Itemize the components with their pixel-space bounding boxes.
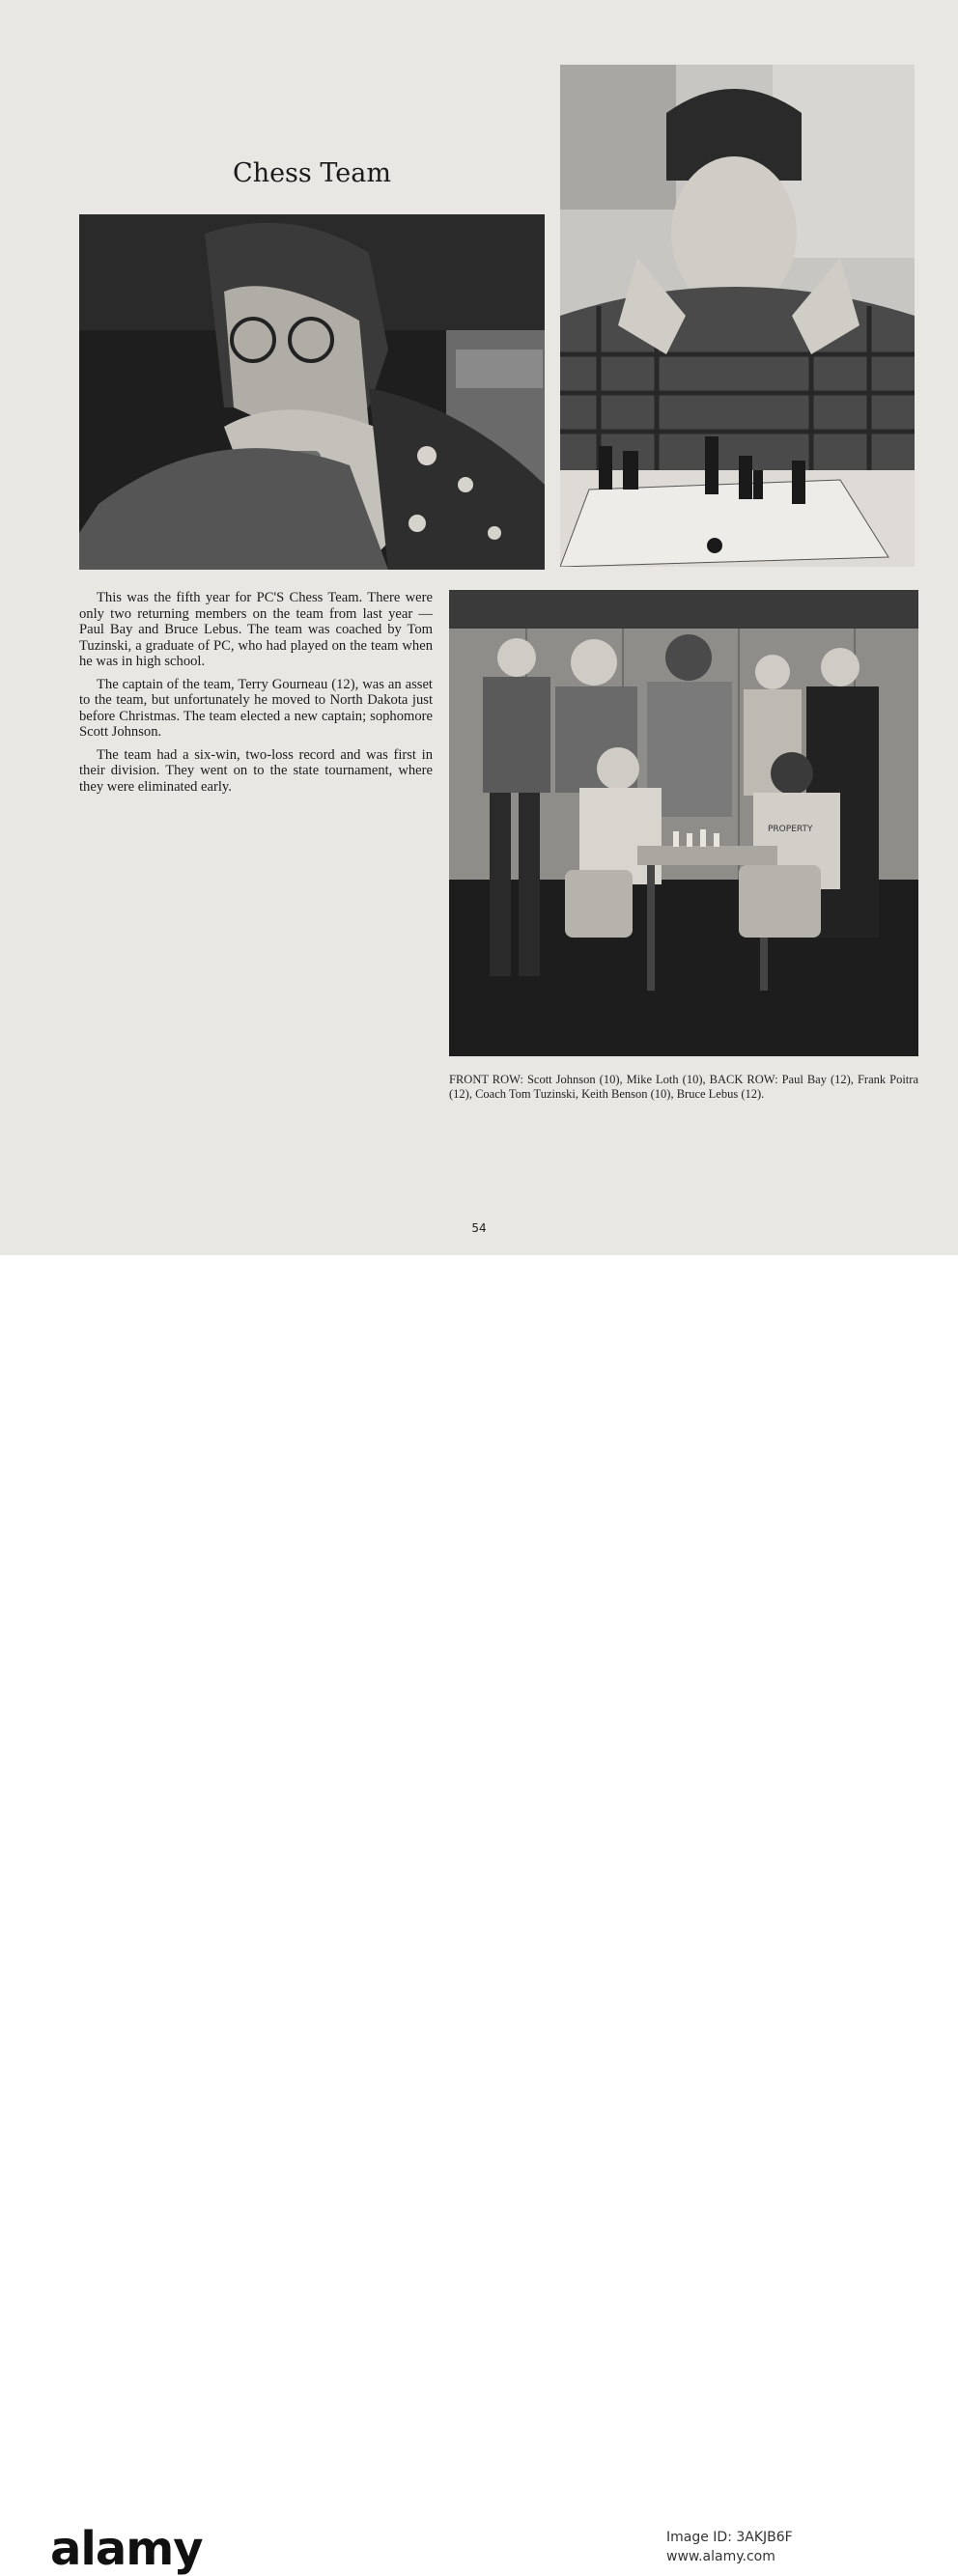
yearbook-page (0, 0, 958, 1255)
article-paragraph: The team had a six-win, two-loss record and was first in their division. They went on to the state tournament, where they were eliminated early. (79, 746, 433, 795)
watermark-footer (0, 1255, 958, 2576)
photo-player-chessboard (560, 65, 915, 567)
page-number: 54 (471, 1221, 487, 1235)
article-body (79, 590, 433, 801)
image-info (666, 2528, 908, 2566)
photo-team-group (449, 590, 918, 1056)
article-paragraph: This was the fifth year for PC'S Chess Team. There were only two returning members on the team from last year — Paul Bay and Bruce Lebus. The team was coached by Tom Tuzinski, a graduate of PC, who had played on the team when he was in high school. (79, 590, 433, 669)
article-paragraph: The captain of the team, Terry Gourneau (12), was an asset to the team, but unfortunately he moved to North Dakota just before Christmas. The team elected a new captain; sophomore Scott Johnson. (79, 676, 433, 740)
image-id: Image ID: 3AKJB6F (666, 2530, 793, 2545)
photo-caption: FRONT ROW: Scott Johnson (10), Mike Loth (10), BACK ROW: Paul Bay (12), Frank Poitra (12), Coach Tom Tuzinski, Keith Benson (10), Bruce Lebus (12). (449, 1073, 918, 1101)
site-url: www.alamy.com (666, 2549, 775, 2564)
page-title: Chess Team (233, 158, 391, 188)
shirt-text: PROPERTY (768, 825, 813, 834)
alamy-logo: alamy (50, 2522, 203, 2576)
photo-player-thinking (79, 214, 545, 570)
